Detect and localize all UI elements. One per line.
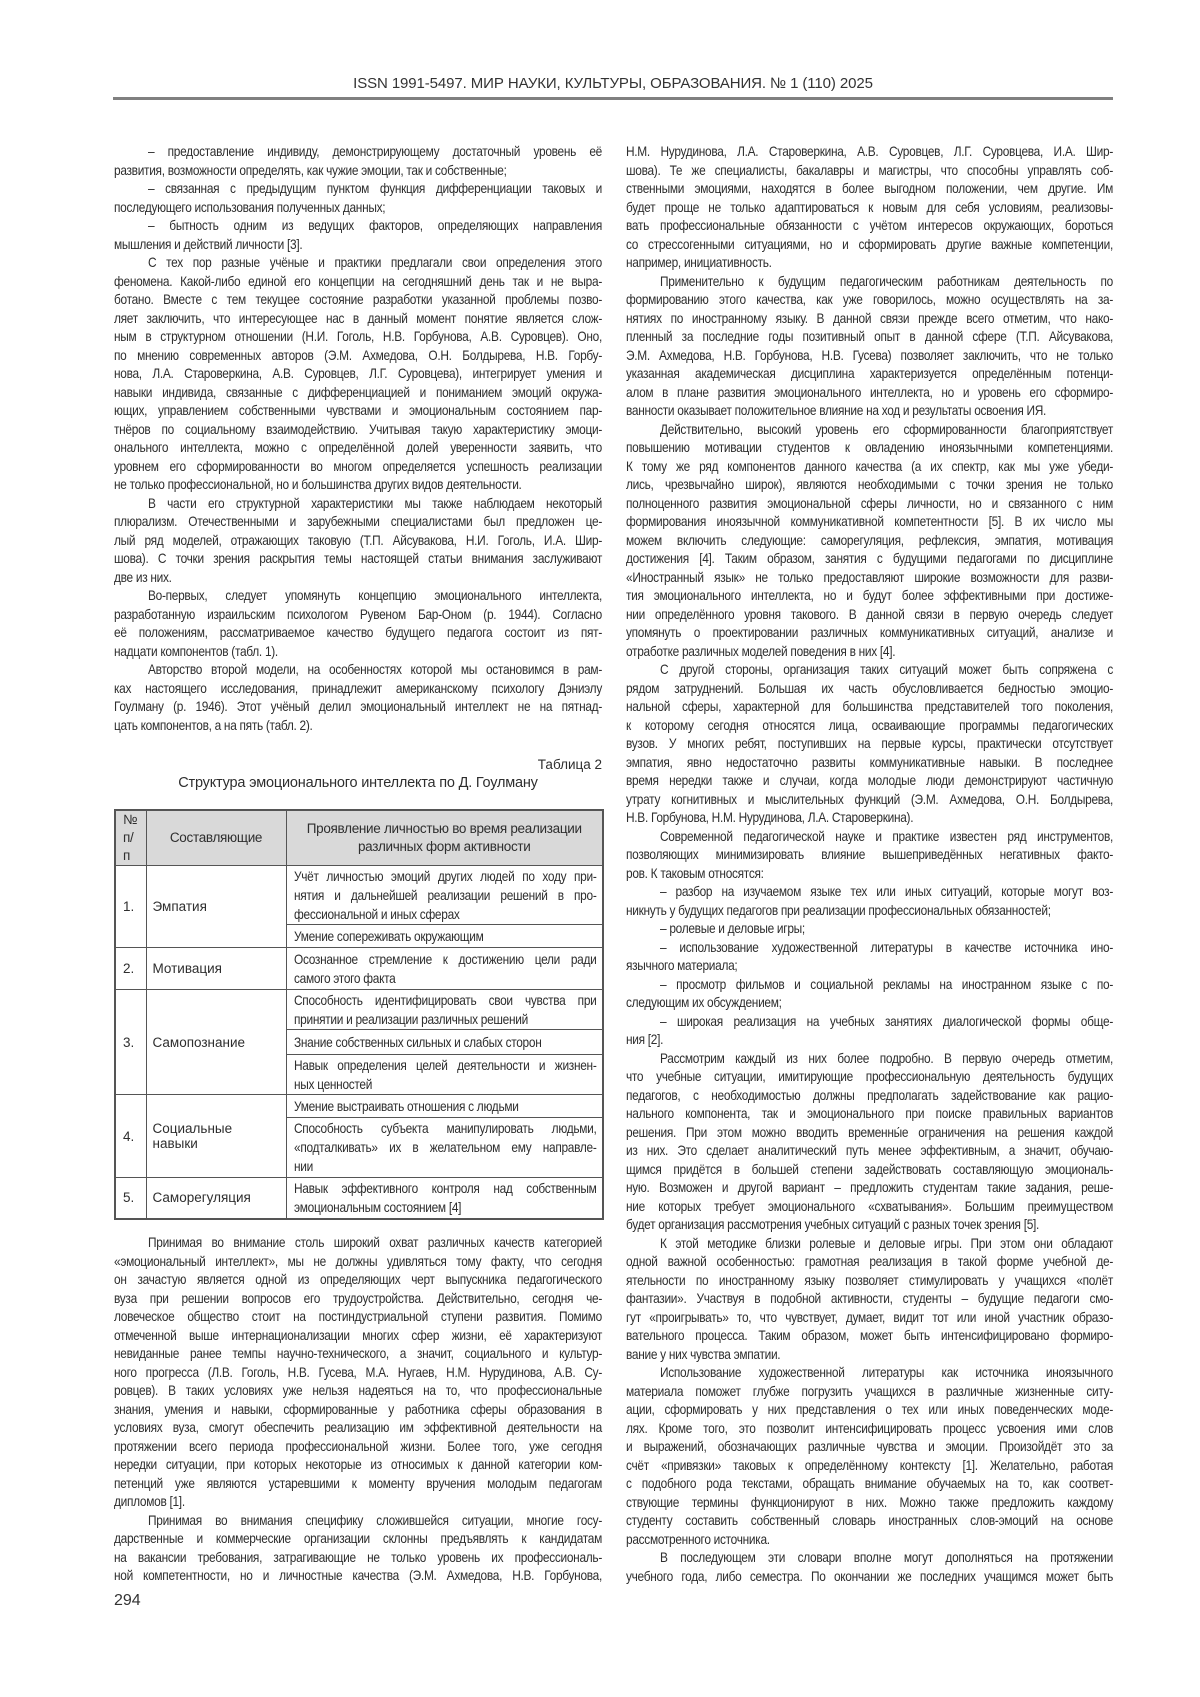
row-manifestation [286, 1118, 603, 1178]
text-line: шова). Те же специалисты, бакалавры и магистры, что способны управлять соб- [626, 161, 1113, 180]
paragraph [626, 660, 1113, 827]
header-manifestation-line: Проявление личностью во время реализации [293, 820, 597, 838]
text-line: знания, умения и навыки, сформированные у работника сферы образования в [114, 1400, 602, 1419]
text-line: ках настоящего исследования, принадлежит американскому психологу Дэниэлу [114, 679, 602, 698]
paragraph [626, 272, 1113, 420]
text-line: дарственные и коммерческие организации склонны предъявлять к кандидатам [114, 1529, 602, 1548]
text-line: – просмотр фильмов и социальной рекламы на иностранном языке с по- [626, 975, 1113, 994]
text-line: вуза при решении вопросов его трудоустройства. Действительно, сегодня че- [114, 1289, 602, 1308]
text-line: рядом затруднений. Большая их часть обусловливается бедностью эмоцио- [626, 679, 1113, 698]
paragraph [626, 975, 1113, 1012]
text-line: одной важной особенностью: грамотная реализация в такой форме учебной де- [626, 1252, 1113, 1271]
text-line: алом в плане развития эмоционального интеллекта, но и уровень его сформиро- [626, 383, 1113, 402]
table-row [115, 948, 603, 990]
text-line: формированию этого качества, как уже говорилось, можно осуществлять на за- [626, 290, 1113, 309]
text-line: В части его структурной характеристики мы также наблюдаем некоторый [114, 494, 602, 513]
row-num: 2. [115, 948, 146, 990]
cell-line: Умение сопереживать окружающим [294, 927, 596, 946]
text-line: Н.М. Нурудинова, Л.А. Староверкина, А.В. Суровцев, Л.Г. Суровцева, И.А. Шир- [626, 142, 1113, 161]
text-line: учебного года, либо семестра. По окончании же последних учащимся может быть [626, 1567, 1113, 1586]
row-component: Эмпатия [146, 866, 286, 948]
header-num-line: № [123, 811, 140, 829]
text-line: Принимая во внимания специфику сложившейся ситуации, многие госу- [114, 1511, 602, 1530]
table-header-row [115, 810, 603, 866]
text-line: вузов. У многих ребят, поступивших на первые курсы, практически отсутствует [626, 734, 1113, 753]
text-line: Использование художественной литературы как источника иноязычного [626, 1363, 1113, 1382]
text-line: Во-первых, следует упомянуть концепцию эмоционального интеллекта, [114, 586, 602, 605]
header-manifestation-line: различных форм активности [293, 838, 597, 856]
text-line: никнуть у будущих педагогов при реализации профессиональных обязанностей; [626, 901, 1113, 920]
header-num-line: п/п [123, 829, 140, 865]
text-line: ровцев). В таких условиях уже нельзя надеяться на то, что профессиональные [114, 1381, 602, 1400]
text-line: нального компонента, так и эмоционального при поиске правильных вариантов [626, 1104, 1113, 1123]
text-line: К этой методике близки ролевые и деловые игры. При этом они обладают [626, 1234, 1113, 1253]
table-row [115, 1178, 603, 1219]
table-title: Структура эмоционального интеллекта по Д. Гоулману [114, 774, 602, 792]
text-line: ятельности по иностранному языку позволяет стимулировать у учащихся «полёт [626, 1271, 1113, 1290]
header-rule [113, 97, 1113, 100]
text-line: материала поможет глубже погрузить учащихся в различные жизненные ситу- [626, 1382, 1113, 1401]
cell-line: Навык определения целей деятельности и жизнен- [294, 1056, 596, 1075]
text-line: например, инициативность. [626, 253, 1113, 272]
row-manifestation [286, 990, 603, 1030]
text-line: – предоставление индивиду, демонстрирующему достаточный уровень её [114, 142, 602, 161]
text-line: ным в структурном отношении (Н.И. Гоголь, Н.В. Горбунова, А.В. Суровцев). Оно, [114, 327, 602, 346]
row-manifestation [286, 1095, 603, 1118]
paragraph [626, 142, 1113, 272]
text-line: ющих, управлением собственными чувствами и эмоциональным состоянием пар- [114, 401, 602, 420]
running-header: ISSN 1991-5497. МИР НАУКИ, КУЛЬТУРЫ, ОБРАЗОВАНИЯ. № 1 (110) 2025 [113, 75, 1113, 92]
text-line: рассмотренного источника. [626, 1530, 1113, 1549]
text-line: будет организация рассмотрения учебных ситуаций с разных точек зрения [5]. [626, 1215, 1113, 1234]
left-column-bottom [114, 1233, 602, 1585]
text-line: Н.В. Горбунова, Н.М. Нурудинова, Л.А. Староверкина). [626, 808, 1113, 827]
text-line: условиях вуза, смогут обеспечить реализацию им эффективной деятельности на [114, 1418, 602, 1437]
text-line: ров. К таковым относятся: [626, 864, 1113, 883]
text-line: нова, Л.А. Староверкина, А.В. Суровцев, Л.Г. Суровцева), интегрирует умения и [114, 364, 602, 383]
page-number: 294 [114, 1592, 141, 1610]
text-line: на вакансии требования, затрагивающие не только уровень их профессиональ- [114, 1548, 602, 1567]
text-line: Действительно, высокий уровень его сформированности благоприятствует [626, 420, 1113, 439]
table-label: Таблица 2 [114, 756, 602, 774]
paragraph [114, 1511, 602, 1585]
cell-line: Знание собственных сильных и слабых сторон [294, 1033, 596, 1052]
text-line: лый ряд моделей, отражающих таковую (Т.П. Айсувакова, Н.И. Гоголь, И.А. Шир- [114, 531, 602, 550]
text-line: можем включить следующие: саморегуляция, рефлексия, эмпатия, мотивация [626, 531, 1113, 550]
text-line: дипломов [1]. [114, 1492, 602, 1511]
text-line: утрату когнитивных и мыслительных функций (Э.М. Ахмедова, О.Н. Болдырева, [626, 790, 1113, 809]
text-line: к которому сегодня относятся лица, осваивающие программы педагогических [626, 716, 1113, 735]
text-line: её положениям, рассматриваемое качество будущего педагога состоит из пят- [114, 623, 602, 642]
right-column [626, 142, 1113, 1585]
text-line: ботано. Вместе с тем текущее состояние разработки указанной проблемы позво- [114, 290, 602, 309]
text-line: формирования иноязычной коммуникативной компетентности [5]. В их число мы [626, 512, 1113, 531]
text-line: развития, возможности определять, как чужие эмоции, так и собственные; [114, 161, 602, 180]
row-manifestation [286, 1055, 603, 1095]
text-line: Применительно к будущим педагогическим работникам деятельность по [626, 272, 1113, 291]
table-row [115, 990, 603, 1030]
text-line: что учебные ситуации, имитирующие профессиональную деятельность будущих [626, 1067, 1113, 1086]
text-line: тнёров по социальному взаимодействию. Учитывая такую характеристику эмоци- [114, 420, 602, 439]
text-line: упомянуть о проектировании различных коммуникативных ситуаций, анализе и [626, 623, 1113, 642]
text-line: фантазии». Участвуя в подобной активности, студенты – будущие педагоги смо- [626, 1289, 1113, 1308]
text-line: не только профессиональной, но и большинства других видов деятельности. [114, 475, 602, 494]
text-line: из них. Это сделает аналитический путь менее эффективным, а значит, обучаю- [626, 1141, 1113, 1160]
text-line: вательного процесса. Таким образом, может быть интенсифицировано формиро- [626, 1326, 1113, 1345]
paragraph [114, 179, 602, 216]
text-line: и выражений, обозначающих различные чувства и эмоции. Произойдёт это за [626, 1437, 1113, 1456]
header-num [115, 810, 146, 866]
text-line: достижения [4]. Таким образом, занятия с будущими педагогами по дисциплине [626, 549, 1113, 568]
cell-line: Осознанное стремление к достижению цели ради [294, 950, 596, 969]
cell-line: Учёт личностью эмоций других людей по ходу при- [294, 867, 596, 886]
text-line: К тому же ряд компонентов данного качества (а их спектр, как мы уже убеди- [626, 457, 1113, 476]
paragraph [114, 494, 602, 587]
table-row [115, 1095, 603, 1118]
text-line: эмпатия, явно недостаточно развиты коммуникативные навыки. В последнее [626, 753, 1113, 772]
text-line: студенту составить собственный словарь иностранных слов-эмоций на основе [626, 1511, 1113, 1530]
cell-line: принятии и реализации различных решений [294, 1010, 596, 1029]
header-component: Составляющие [146, 810, 286, 866]
text-line: вание у них чувства эмпатии. [626, 1345, 1113, 1364]
header-manifestation [286, 810, 603, 866]
text-line: последующего использования полученных данных; [114, 198, 602, 217]
text-line: С тех пор разные учёные и практики предлагали свои определения этого [114, 253, 602, 272]
paragraph [626, 1234, 1113, 1364]
paragraph [626, 1548, 1113, 1585]
text-line: шова). С точки зрения раскрытия темы настоящей статьи внимания заслуживают [114, 549, 602, 568]
text-line: педагогов, с необходимостью должны предполагать задействование как рацио- [626, 1086, 1113, 1105]
text-line: ной компетентности, но и личностные качества (Э.М. Ахмедова, Н.В. Горбунова, [114, 1566, 602, 1585]
text-line: Современной педагогической науке и практике известен ряд инструментов, [626, 827, 1113, 846]
row-component: Социальные навыки [146, 1095, 286, 1178]
text-line: лях. Кроме того, это позволит интенсифицировать процесс усвоения ими слов [626, 1419, 1113, 1438]
text-line: нальной сферы, характерной для большинства представителей того поколения, [626, 697, 1113, 716]
left-column-top [114, 142, 602, 734]
paragraph [626, 1363, 1113, 1548]
text-line: будет проще не только адаптироваться к новым для себя условиям, реализовы- [626, 198, 1113, 217]
text-line: – ролевые и деловые игры; [626, 919, 1113, 938]
row-component: Самопознание [146, 990, 286, 1095]
text-line: отработке различных моделей поведения в них [4]. [626, 642, 1113, 661]
row-num: 4. [115, 1095, 146, 1178]
text-line: нятиях по иностранному языку. В данной связи прежде всего отметим, что нако- [626, 309, 1113, 328]
text-line: – использование художественной литературы в качестве источника ино- [626, 938, 1113, 957]
text-line: – бытность одним из ведущих факторов, определяющих направления [114, 216, 602, 235]
text-line: Рассмотрим каждый из них более подробно. В первую очередь отметим, [626, 1049, 1113, 1068]
cell-line: фессиональной и иных сферах [294, 905, 596, 924]
text-line: «эмоциональный интеллект», мы не должны удивляться тому факту, что сегодня [114, 1252, 602, 1271]
text-line: со стрессогенными ситуациями, но и сформировать другие важные компетенции, [626, 235, 1113, 254]
text-line: Принимая во внимание столь широкий охват различных качеств категорией [114, 1233, 602, 1252]
text-line: С другой стороны, организация таких ситуаций может быть сопряжена с [626, 660, 1113, 679]
text-line: В последующем эти словари вполне могут дополняться на протяжении [626, 1548, 1113, 1567]
text-line: вать профессиональные обязанности с учётом интересов окружающих, бороться [626, 216, 1113, 235]
text-line: время нередки также и случаи, когда молодые люди демонстрируют частичную [626, 771, 1113, 790]
text-line: гут «проигрывать» то, что чувствует, думает, видит тот или иной участник образо- [626, 1308, 1113, 1327]
row-component: Мотивация [146, 948, 286, 990]
text-line: феномена. Какой-либо единой его концепции на сегодняшний день так и не выра- [114, 272, 602, 291]
text-line: протяжении всего периода профессиональной жизни. Более того, уже сегодня [114, 1437, 602, 1456]
paragraph [626, 827, 1113, 883]
text-line: он зачастую является одной из определяющих черт выпускника педагогического [114, 1270, 602, 1289]
row-num: 1. [115, 866, 146, 948]
row-component: Саморегуляция [146, 1178, 286, 1219]
text-line: Авторство второй модели, на особенностях которой мы остановимся в рам- [114, 660, 602, 679]
text-line: онального интеллекта, можно с определённой долей уверенности заявить, что [114, 438, 602, 457]
paragraph [114, 142, 602, 179]
cell-line: нятия и дальнейшей реализации решений в про- [294, 886, 596, 905]
text-line: решения. При этом можно вводить временны́е ограничения на решения каждой [626, 1123, 1113, 1142]
text-line: отмеченной выше интернационализации многих сфер жизни, её характеризуют [114, 1326, 602, 1345]
text-line: щимся придётся в большей степени задействовать составляющую эмоциональ- [626, 1160, 1113, 1179]
cell-line: Способность идентифицировать свои чувства при [294, 991, 596, 1010]
text-line: ловеческое общество стоит на постиндустриальной ступени развития. Помимо [114, 1307, 602, 1326]
text-line: указанная академическая дисциплина характеризуется определённым потенци- [626, 364, 1113, 383]
text-line: счёт «привязки» таковых к определённому контексту [1]. Желательно, работая [626, 1456, 1113, 1475]
text-line: разработанную израильским психологом Рувеном Бар-Оном (р. 1944). Согласно [114, 605, 602, 624]
text-line: навыки индивида, связанные с дифференциацией и пониманием эмоций окружа- [114, 383, 602, 402]
text-line: повышению мотивации студентов к овладению иноязычными компетенциями. [626, 438, 1113, 457]
text-line: цать компонентов, а на пять (табл. 2). [114, 716, 602, 735]
text-line: – разбор на изучаемом языке тех или иных ситуаций, которые могут воз- [626, 882, 1113, 901]
text-line: пленный за последние годы позитивный опыт в данной сфере (Т.П. Айсувакова, [626, 327, 1113, 346]
text-line: надцати компонентов (табл. 1). [114, 642, 602, 661]
text-line: полноценного развития эмоциональной сферы личности, но и связанного с ним [626, 494, 1113, 513]
text-line: Э.М. Ахмедова, Н.В. Горбунова, Н.В. Гусева) позволяет заключить, что не только [626, 346, 1113, 365]
paragraph [114, 253, 602, 494]
text-line: тия эмоционального интеллекта, но и будут более эффективными при достиже- [626, 586, 1113, 605]
text-line: ния [2]. [626, 1030, 1113, 1049]
text-line: по мнению современных авторов (Э.М. Ахмедова, О.Н. Болдырева, Н.В. Горбу- [114, 346, 602, 365]
paragraph [626, 1049, 1113, 1234]
row-manifestation [286, 866, 603, 925]
row-manifestation [286, 925, 603, 948]
text-line: ации, сформировать у них представления о тех или иных поведенческих моде- [626, 1400, 1113, 1419]
text-line: позволяющих минимизировать влияние вышеприведённых негативных факто- [626, 845, 1113, 864]
cell-line: Навык эффективного контроля над собственным [294, 1179, 596, 1198]
text-line: – широкая реализация на учебных занятиях диалогической формы обще- [626, 1012, 1113, 1031]
text-line: уровнем его сформированности во многом определяется успешность реализации [114, 457, 602, 476]
table-row [115, 866, 603, 925]
text-line: невиданные ранее темпы научно-технического, а значит, социального и культур- [114, 1344, 602, 1363]
text-line: ного прогресса (Л.В. Гоголь, Н.В. Гусева, М.А. Нугаев, Н.М. Нурудинова, А.В. Су- [114, 1363, 602, 1382]
text-line: ние которых требует эмоционального «схватывания». Большим преимуществом [626, 1197, 1113, 1216]
text-line: нередки ситуации, при которых некоторые из относимых к данной категории ком- [114, 1455, 602, 1474]
paragraph [114, 660, 602, 734]
paragraph [626, 882, 1113, 919]
text-line: нии определённого уровня такового. В данной связи в первую очередь следует [626, 605, 1113, 624]
row-manifestation [286, 1030, 603, 1055]
text-line: ствующие термины функционируют в них. Можно также предложить каждому [626, 1493, 1113, 1512]
cell-line: Способность субъекта манипулировать людьми, [294, 1119, 596, 1138]
text-line: две из них. [114, 568, 602, 587]
cell-line: самого этого факта [294, 969, 596, 988]
cell-line: ных ценностей [294, 1075, 596, 1094]
text-line: «Иностранный язык» не только предоставляют широкие возможности для разви- [626, 568, 1113, 587]
paragraph [626, 919, 1113, 938]
row-manifestation [286, 1178, 603, 1219]
cell-line: «подталкивать» их в желательном ему направле- [294, 1138, 596, 1157]
cell-line: эмоциональным состоянием [4] [294, 1198, 596, 1217]
cell-line: Умение выстраивать отношения с людьми [294, 1097, 596, 1116]
text-line: ную. Возможен и другой вариант – предложить студентам такие задания, реше- [626, 1178, 1113, 1197]
text-line: ляет заключить, что интересующее нас в данный момент понятие является слож- [114, 309, 602, 328]
goleman-table [114, 809, 604, 1220]
paragraph [626, 1012, 1113, 1049]
paragraph [626, 938, 1113, 975]
row-num: 5. [115, 1178, 146, 1219]
text-line: ственными эмоциями, находятся в более выгодном положении, чем другие. Им [626, 179, 1113, 198]
row-num: 3. [115, 990, 146, 1095]
text-line: мышления и действий личности [3]. [114, 235, 602, 254]
text-line: плюрализм. Отечественными и зарубежными специалистами был предложен це- [114, 512, 602, 531]
paragraph [114, 216, 602, 253]
text-line: с подобного рода текстами, обращать внимание обучаемых на то, как соответ- [626, 1474, 1113, 1493]
cell-line: нии [294, 1157, 596, 1176]
paragraph [626, 420, 1113, 661]
text-line: лись, чрезвычайно широк), являются необходимыми с точки зрения не только [626, 475, 1113, 494]
text-line: следующим их обсуждением; [626, 993, 1113, 1012]
row-manifestation [286, 948, 603, 990]
text-line: язычного материала; [626, 956, 1113, 975]
text-line: Гоулману (р. 1946). Этот учёный делил эмоциональный интеллект не на пятнад- [114, 697, 602, 716]
text-line: – связанная с предыдущим пунктом функция дифференциации таковых и [114, 179, 602, 198]
text-line: петенций уже являются устаревшими к моменту вручения молодым педагогам [114, 1474, 602, 1493]
paragraph [114, 1233, 602, 1511]
text-line: ванности оказывает положительное влияние на ход и результаты освоения ИЯ. [626, 401, 1113, 420]
paragraph [114, 586, 602, 660]
